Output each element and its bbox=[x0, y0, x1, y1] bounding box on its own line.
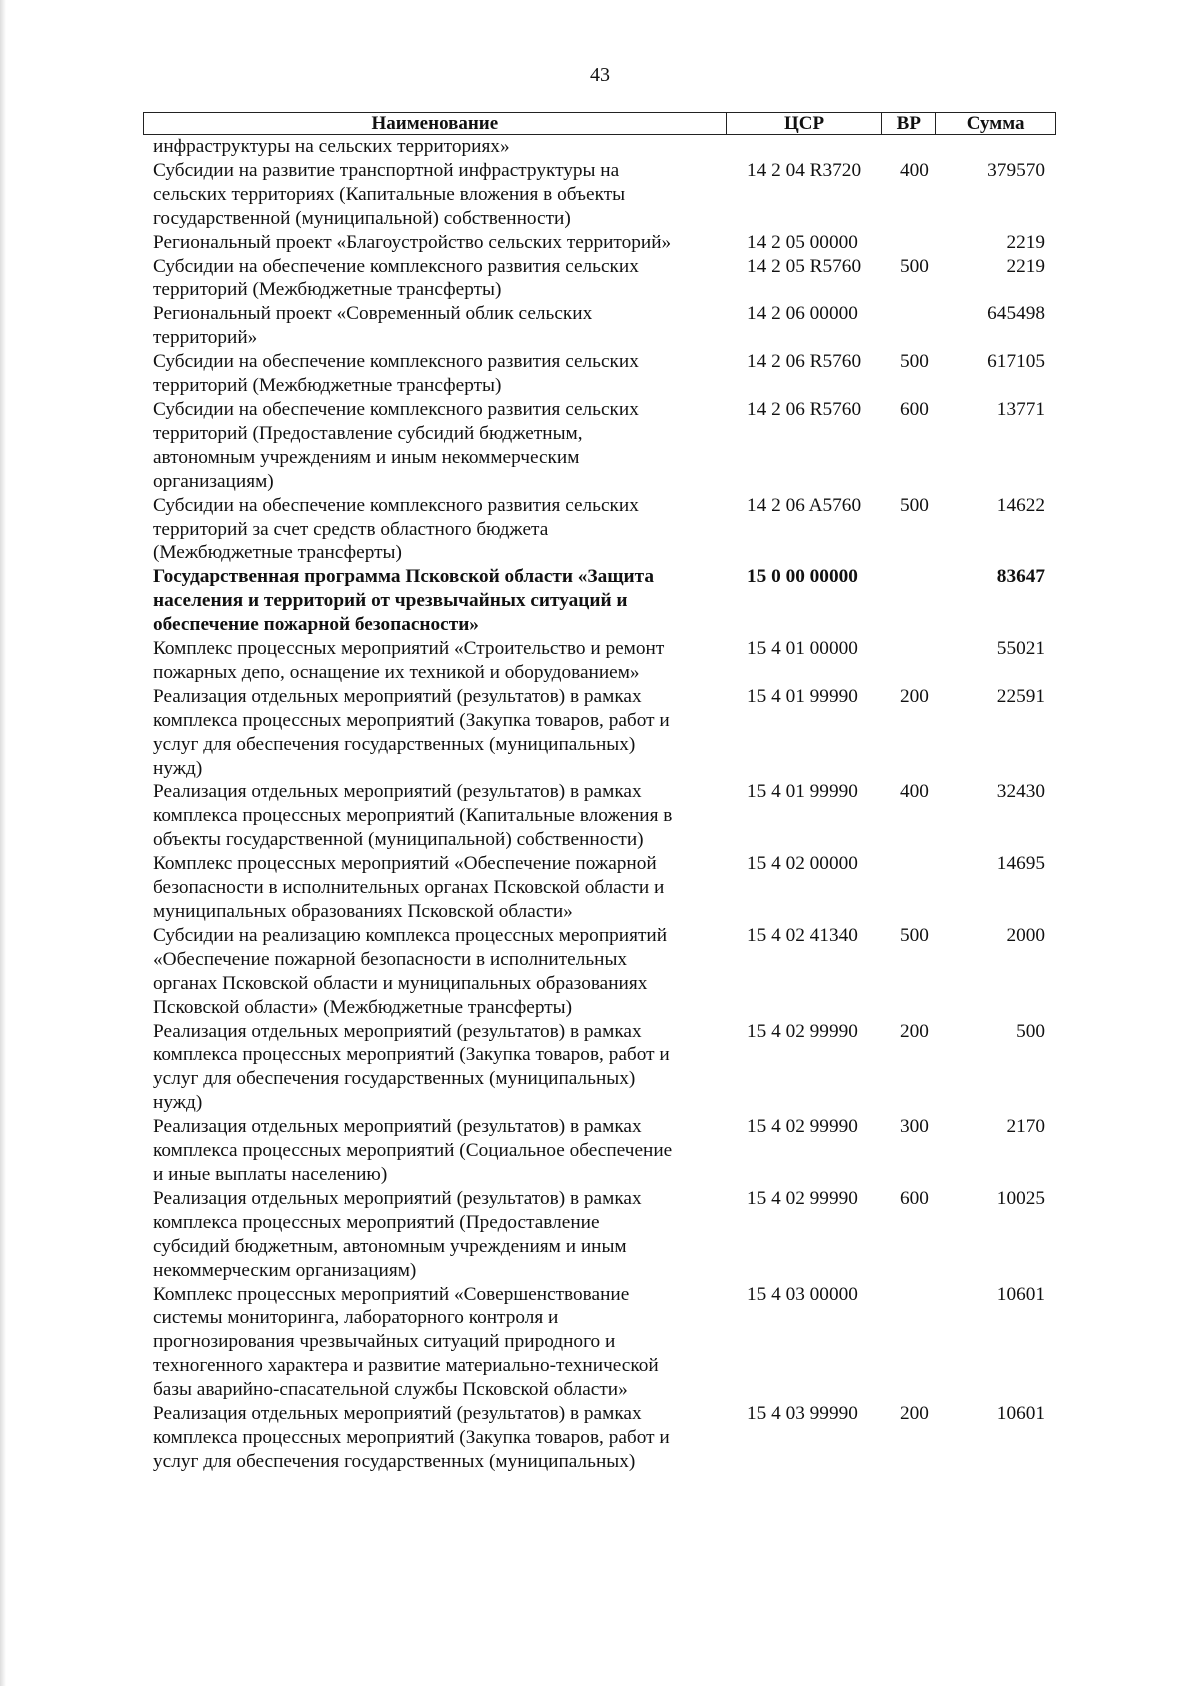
row-name-line: нужд) bbox=[153, 757, 203, 779]
row-name-line: автономным учреждениям и иным некоммерческим bbox=[153, 446, 580, 468]
row-name-line: услуг для обеспечения государственных (муниципальных) bbox=[153, 1450, 636, 1472]
row-sum: 645498 bbox=[987, 303, 1045, 325]
row-name bbox=[153, 685, 733, 781]
row-vr: 600 bbox=[900, 1187, 929, 1209]
row-name-line: Псковской области» (Межбюджетные трансферты) bbox=[153, 996, 573, 1018]
row-vr: 200 bbox=[900, 1020, 929, 1042]
row-name-line: муниципальных образованиях Псковской области» bbox=[153, 901, 573, 922]
row-sum: 13771 bbox=[996, 398, 1045, 420]
row-name bbox=[153, 852, 733, 924]
row-sum: 10601 bbox=[996, 1403, 1045, 1425]
header-code: ЦСР bbox=[727, 113, 883, 134]
row-name bbox=[153, 135, 733, 159]
row-name-line: комплекса процессных мероприятий (Закупка товаров, работ и bbox=[153, 1426, 670, 1448]
row-name-line: Реализация отдельных мероприятий (результатов) в рамках bbox=[153, 1020, 642, 1042]
row-name-line: инфраструктуры на сельских территориях» bbox=[153, 136, 510, 157]
table-body bbox=[153, 135, 1053, 1474]
table-header bbox=[143, 112, 1056, 135]
row-name-line: нужд) bbox=[153, 1092, 203, 1114]
row-name-line: органах Псковской области и муниципальных образованиях bbox=[153, 972, 648, 994]
row-name-line: (Межбюджетные трансферты) bbox=[153, 542, 402, 564]
row-vr: 400 bbox=[900, 159, 929, 181]
row-name-line: безопасности в исполнительных органах Псковской области и bbox=[153, 877, 665, 899]
row-name-line: и иные выплаты населению) bbox=[153, 1163, 388, 1185]
row-name bbox=[153, 1402, 733, 1474]
row-name bbox=[153, 1020, 733, 1116]
row-sum: 55021 bbox=[996, 638, 1045, 660]
row-name-line: техногенного характера и развитие материально-технической bbox=[153, 1355, 659, 1377]
row-name bbox=[153, 231, 733, 255]
row-name-line: сельских территориях (Капитальные вложения в объекты bbox=[153, 183, 626, 205]
row-code: 14 2 06 R5760 bbox=[747, 351, 862, 373]
row-name-line: территорий (Межбюджетные трансферты) bbox=[153, 279, 502, 301]
page-number: 43 bbox=[590, 64, 610, 86]
row-sum: 2219 bbox=[1006, 231, 1045, 253]
row-name-line: Субсидии на развитие транспортной инфраструктуры на bbox=[153, 159, 620, 181]
row-name-line: объекты государственной (муниципальной) собственности) bbox=[153, 829, 644, 851]
row-code: 15 4 03 00000 bbox=[747, 1283, 858, 1305]
row-sum: 2170 bbox=[1006, 1116, 1045, 1138]
row-name bbox=[153, 350, 733, 398]
row-name-line: субсидий бюджетным, автономным учреждениям и иным bbox=[153, 1235, 627, 1257]
row-name-line: базы аварийно-спасательной службы Псковской области» bbox=[153, 1379, 628, 1401]
row-name-line: территорий (Предоставление субсидий бюджетным, bbox=[153, 422, 583, 444]
row-vr: 500 bbox=[900, 255, 929, 277]
table-row bbox=[153, 685, 1053, 781]
row-code: 14 2 06 A5760 bbox=[747, 494, 862, 516]
row-name bbox=[153, 637, 733, 685]
row-name-line: «Обеспечение пожарной безопасности в исполнительных bbox=[153, 948, 628, 970]
row-name bbox=[153, 494, 733, 566]
row-name-line: Региональный проект «Современный облик сельских bbox=[153, 303, 593, 325]
row-name-line: комплекса процессных мероприятий (Капитальные вложения в bbox=[153, 805, 673, 827]
row-code: 15 4 02 99990 bbox=[747, 1020, 858, 1042]
table-row bbox=[153, 1020, 1053, 1116]
row-code: 15 0 00 00000 bbox=[747, 566, 858, 588]
row-name-line: системы мониторинга, лабораторного контроля и bbox=[153, 1307, 559, 1329]
row-name-line: Комплекс процессных мероприятий «Обеспечение пожарной bbox=[153, 853, 657, 875]
row-name-line: территорий за счет средств областного бюджета bbox=[153, 518, 549, 540]
row-vr: 500 bbox=[900, 494, 929, 516]
header-vr: ВР bbox=[882, 113, 936, 134]
row-vr: 500 bbox=[900, 924, 929, 946]
row-code: 14 2 04 R3720 bbox=[747, 159, 862, 181]
row-name-line: Субсидии на обеспечение комплексного развития сельских bbox=[153, 398, 639, 420]
row-code: 15 4 01 99990 bbox=[747, 781, 858, 803]
row-name-line: организациям) bbox=[153, 470, 274, 492]
row-name-line: прогнозирования чрезвычайных ситуаций природного и bbox=[153, 1331, 616, 1353]
row-name-line: Реализация отдельных мероприятий (результатов) в рамках bbox=[153, 1187, 642, 1209]
table-row bbox=[153, 302, 1053, 350]
table-row bbox=[153, 1283, 1053, 1403]
row-vr: 400 bbox=[900, 781, 929, 803]
table-row bbox=[153, 565, 1053, 637]
row-name-line: Субсидии на обеспечение комплексного развития сельских bbox=[153, 255, 639, 277]
row-code: 15 4 02 99990 bbox=[747, 1116, 858, 1138]
row-code: 14 2 06 00000 bbox=[747, 303, 858, 325]
row-name-line: населения и территорий от чрезвычайных ситуаций и bbox=[153, 590, 628, 612]
row-name bbox=[153, 565, 733, 637]
row-name bbox=[153, 1115, 733, 1187]
table-row bbox=[153, 1115, 1053, 1187]
row-sum: 2000 bbox=[1006, 924, 1045, 946]
row-name-line: Субсидии на обеспечение комплексного развития сельских bbox=[153, 351, 639, 373]
row-name-line: пожарных депо, оснащение их техникой и оборудованием» bbox=[153, 661, 640, 683]
row-name-line: Комплекс процессных мероприятий «Строительство и ремонт bbox=[153, 638, 665, 660]
row-name-line: комплекса процессных мероприятий (Социальное обеспечение bbox=[153, 1140, 673, 1162]
row-code: 15 4 03 99990 bbox=[747, 1403, 858, 1425]
row-name-line: Региональный проект «Благоустройство сельских территорий» bbox=[153, 231, 672, 253]
row-name-line: Реализация отдельных мероприятий (результатов) в рамках bbox=[153, 685, 642, 707]
table-row bbox=[153, 852, 1053, 924]
row-vr: 600 bbox=[900, 398, 929, 420]
row-name-line: Комплекс процессных мероприятий «Совершенствование bbox=[153, 1283, 630, 1305]
row-sum: 379570 bbox=[987, 159, 1045, 181]
row-name-line: обеспечение пожарной безопасности» bbox=[153, 614, 479, 636]
row-name-line: Субсидии на обеспечение комплексного развития сельских bbox=[153, 494, 639, 516]
row-name-line: территорий» bbox=[153, 327, 258, 349]
row-vr: 200 bbox=[900, 685, 929, 707]
row-name bbox=[153, 302, 733, 350]
row-name-line: комплекса процессных мероприятий (Закупка товаров, работ и bbox=[153, 709, 670, 731]
row-name-line: некоммерческим организациям) bbox=[153, 1259, 417, 1281]
row-name bbox=[153, 398, 733, 494]
table-row bbox=[153, 398, 1053, 494]
row-name-line: комплекса процессных мероприятий (Предоставление bbox=[153, 1211, 600, 1233]
row-name-line: государственной (муниципальной) собственности) bbox=[153, 207, 571, 229]
row-name bbox=[153, 255, 733, 303]
row-vr: 200 bbox=[900, 1403, 929, 1425]
header-sum: Сумма bbox=[966, 113, 1025, 134]
header-name: Наименование bbox=[144, 113, 727, 134]
row-sum: 14622 bbox=[996, 494, 1045, 516]
row-sum: 22591 bbox=[996, 685, 1045, 707]
scan-edge bbox=[0, 0, 6, 1686]
row-name-line: услуг для обеспечения государственных (муниципальных) bbox=[153, 733, 636, 755]
row-name-line: комплекса процессных мероприятий (Закупка товаров, работ и bbox=[153, 1044, 670, 1066]
row-code: 15 4 02 41340 bbox=[747, 924, 858, 946]
table-row bbox=[153, 1402, 1053, 1474]
row-name-line: Реализация отдельных мероприятий (результатов) в рамках bbox=[153, 1116, 642, 1138]
row-code: 15 4 01 99990 bbox=[747, 685, 858, 707]
row-name-line: Реализация отдельных мероприятий (результатов) в рамках bbox=[153, 1403, 642, 1425]
row-name bbox=[153, 1187, 733, 1283]
row-code: 15 4 01 00000 bbox=[747, 638, 858, 660]
row-sum: 14695 bbox=[996, 853, 1045, 875]
row-name-line: Субсидии на реализацию комплекса процессных мероприятий bbox=[153, 924, 668, 946]
table-row bbox=[153, 135, 1053, 159]
table-row bbox=[153, 255, 1053, 303]
row-sum: 32430 bbox=[996, 781, 1045, 803]
row-name-line: услуг для обеспечения государственных (муниципальных) bbox=[153, 1068, 636, 1090]
row-vr: 300 bbox=[900, 1116, 929, 1138]
row-sum: 10025 bbox=[996, 1187, 1045, 1209]
row-code: 14 2 06 R5760 bbox=[747, 398, 862, 420]
row-sum: 500 bbox=[1016, 1020, 1045, 1042]
row-name-line: Реализация отдельных мероприятий (результатов) в рамках bbox=[153, 781, 642, 803]
table-row bbox=[153, 231, 1053, 255]
row-sum: 83647 bbox=[996, 566, 1045, 588]
row-vr: 500 bbox=[900, 351, 929, 373]
row-name-line: территорий (Межбюджетные трансферты) bbox=[153, 375, 502, 397]
table-row bbox=[153, 494, 1053, 566]
row-name bbox=[153, 924, 733, 1020]
table-row bbox=[153, 1187, 1053, 1283]
table-row bbox=[153, 350, 1053, 398]
row-sum: 617105 bbox=[987, 351, 1045, 373]
row-code: 15 4 02 99990 bbox=[747, 1187, 858, 1209]
row-code: 15 4 02 00000 bbox=[747, 853, 858, 875]
row-code: 14 2 05 00000 bbox=[747, 231, 858, 253]
row-name bbox=[153, 159, 733, 231]
row-name bbox=[153, 780, 733, 852]
table-row bbox=[153, 637, 1053, 685]
row-sum: 2219 bbox=[1006, 255, 1045, 277]
row-sum: 10601 bbox=[996, 1283, 1045, 1305]
row-name-line: Государственная программа Псковской области «Защита bbox=[153, 566, 654, 588]
row-code: 14 2 05 R5760 bbox=[747, 255, 862, 277]
table-row bbox=[153, 924, 1053, 1020]
row-name bbox=[153, 1283, 733, 1403]
table-row bbox=[153, 780, 1053, 852]
table-row bbox=[153, 159, 1053, 231]
